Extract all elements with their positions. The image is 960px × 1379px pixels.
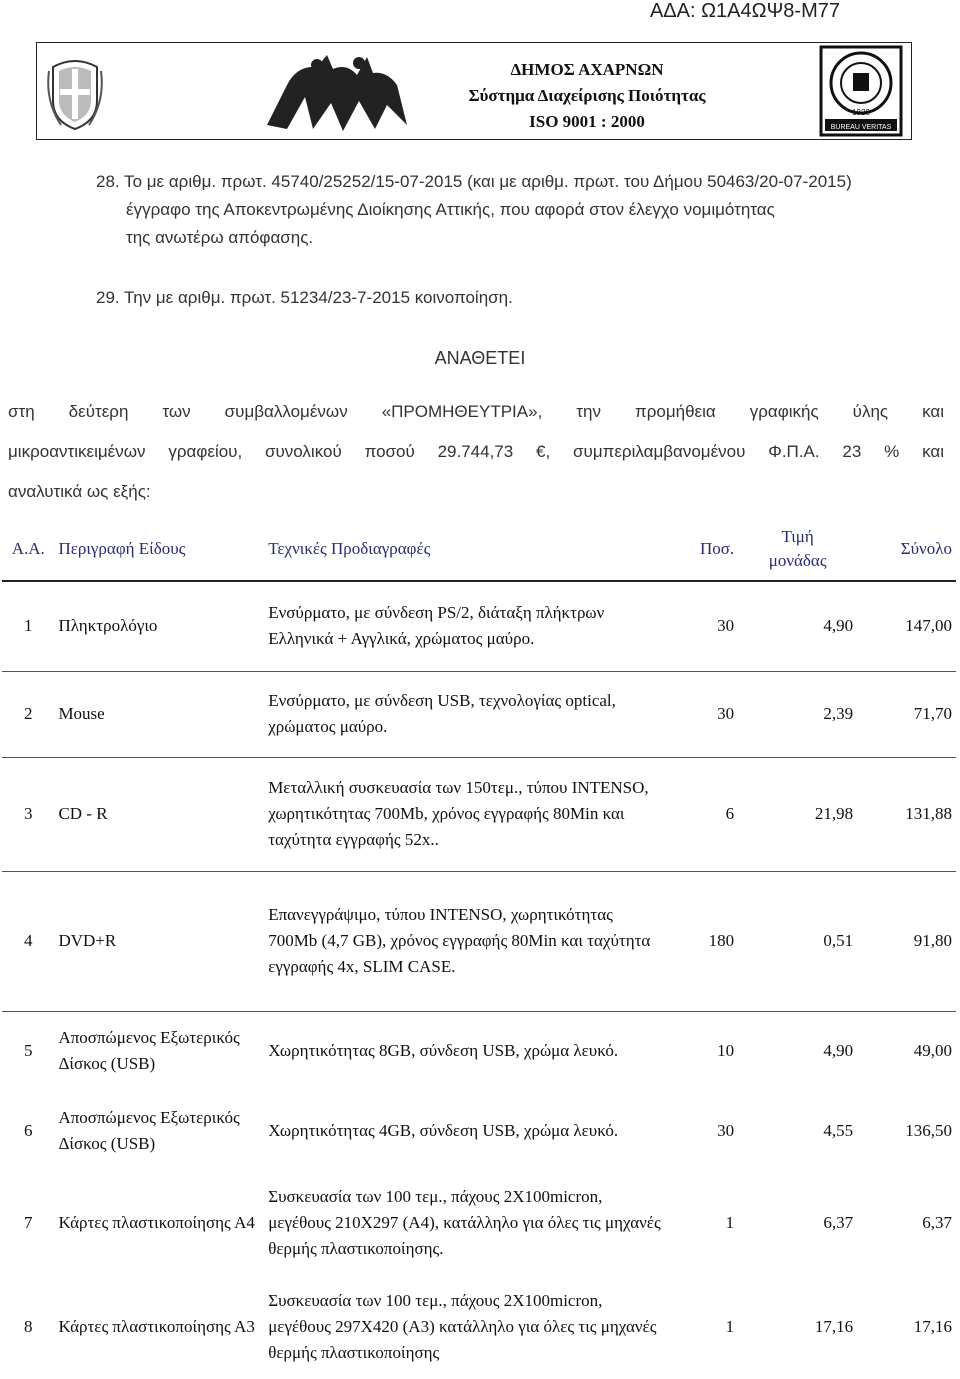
row-aa: 2 <box>2 671 54 757</box>
row-aa: 8 <box>23 1317 33 1336</box>
paragraph-28-line-2: έγγραφο της Αποκεντρωμένης Διοίκησης Αττικής, που αφορά στον έλεγχο νομιμότητας <box>126 200 775 219</box>
row-specs: Συσκευασία των 100 τεμ., πάχους 2Χ100micron, μεγέθους 210Χ297 (Α4), κατάλληλο για όλες τις μηχανές θερμής πλαστικοποίησης. <box>268 1187 661 1258</box>
paragraph-28-line-1: 28. Το με αριθμ. πρωτ. 45740/25252/15-07-2015 (και με αριθμ. πρωτ. του Δήμου 50463/20-07-2015) <box>96 172 852 191</box>
row-aa: 5 <box>2 1011 54 1091</box>
row-total: 71,70 <box>857 671 956 757</box>
paragraph-28 <box>96 168 946 252</box>
row-description: Mouse <box>54 671 264 757</box>
document-code: ΑΔΑ: Ω1Α4ΩΨ8-Μ77 <box>649 0 840 22</box>
intro-line-3: αναλυτικά ως εξής: <box>8 482 151 501</box>
paragraph-28-line-3: της ανωτέρω απόφασης. <box>126 228 314 247</box>
row-specs: Ενσύρματο, με σύνδεση USB, τεχνολογίας optical, χρώματος μαύρο. <box>264 671 665 757</box>
row-qty: 1 <box>725 1213 735 1232</box>
row-description: CD - R <box>54 757 264 871</box>
row-aa: 1 <box>2 581 54 671</box>
organization-block <box>427 57 747 135</box>
decision-title: ΑΝΑΘΕΤΕΙ <box>434 348 526 368</box>
row-specs: Χωρητικότητας 8GB, σύνδεση USB, χρώμα λευκό. <box>264 1011 665 1091</box>
row-aa: 4 <box>2 871 54 1011</box>
cert-year: 1828 <box>852 108 870 117</box>
table-row <box>2 581 956 671</box>
intro-line-1: στη δεύτερη των συμβαλλομένων «ΠΡΟΜΗΘΕΥΤΡΙΑ», την προμήθεια γραφικής ύλης και <box>8 402 944 421</box>
header-unit-price <box>738 518 857 581</box>
row-qty: 30 <box>717 1121 735 1140</box>
header-description: Περιγραφή Είδους <box>54 518 264 581</box>
row-qty: 30 <box>666 671 739 757</box>
header-qty: Ποσ. <box>666 518 739 581</box>
row-qty: 1 <box>725 1317 735 1336</box>
row-description: DVD+R <box>54 871 264 1011</box>
row-description: Αποσπώμενος Εξωτερικός Δίσκος (USB) <box>58 1108 240 1153</box>
row-total: 91,80 <box>857 871 956 1011</box>
row-aa: 6 <box>23 1121 33 1140</box>
table-row <box>2 1275 956 1379</box>
table-row <box>2 757 956 871</box>
row-total: 17,16 <box>913 1317 952 1336</box>
document-header <box>36 42 912 140</box>
intro-line-2: μικροαντικειμένων γραφείου, συνολικού ποσού 29.744,73 €, συμπεριλαμβανομένου Φ.Π.Α. 23 % και <box>8 442 944 461</box>
row-unit-price: 17,16 <box>814 1317 854 1336</box>
row-aa: 7 <box>23 1213 33 1232</box>
row-specs: Μεταλλική συσκευασία των 150τεμ., τύπου INTENSO, χωρητικότητας 700Mb, χρόνος εγγραφής 80Min και ταχύτητα εγγραφής 52x.. <box>264 757 665 871</box>
table-row <box>2 871 956 1011</box>
row-aa: 3 <box>2 757 54 871</box>
bureau-veritas-logo-icon <box>815 45 907 137</box>
table-row <box>2 671 956 757</box>
row-description: Αποσπώμενος Εξωτερικός Δίσκος (USB) <box>54 1011 264 1091</box>
row-specs: Συσκευασία των 100 τεμ., πάχους 2Χ100micron, μεγέθους 297Χ420 (Α3) κατάλληλο για όλες τις μηχανές θερμής πλαστικοποίησης <box>268 1291 657 1362</box>
table-row <box>2 1171 956 1275</box>
intro-paragraph <box>8 392 944 512</box>
header-aa: Α.Α. <box>2 518 54 581</box>
header-specs: Τεχνικές Προδιαγραφές <box>264 518 665 581</box>
horses-sculpture-logo-icon <box>247 45 427 135</box>
row-description: Πληκτρολόγιο <box>54 581 264 671</box>
greek-coat-of-arms-icon <box>45 51 105 131</box>
row-unit-price: 4,90 <box>738 1011 857 1091</box>
header-unit-price-line-2: μονάδας <box>768 551 827 570</box>
row-description: Κάρτες πλαστικοποίησης Α3 <box>58 1317 255 1336</box>
iso-standard: ISO 9001 : 2000 <box>529 112 645 131</box>
table-header-row <box>2 518 956 581</box>
row-qty: 10 <box>666 1011 739 1091</box>
quality-system-name: Σύστημα Διαχείρισης Ποιότητας <box>468 86 706 105</box>
header-unit-price-line-1: Τιμή <box>781 527 814 546</box>
row-qty: 6 <box>666 757 739 871</box>
row-unit-price: 4,55 <box>823 1121 854 1140</box>
row-qty: 180 <box>666 871 739 1011</box>
table-row <box>2 1011 956 1091</box>
row-unit-price: 2,39 <box>738 671 857 757</box>
row-qty: 30 <box>666 581 739 671</box>
row-specs: Χωρητικότητας 4GB, σύνδεση USB, χρώμα λευκό. <box>268 1121 619 1140</box>
row-unit-price: 21,98 <box>738 757 857 871</box>
row-total: 147,00 <box>857 581 956 671</box>
paragraph-29: 29. Την με αριθμ. πρωτ. 51234/23-7-2015 κοινοποίηση. <box>96 288 513 307</box>
items-table <box>2 518 956 1379</box>
table-row <box>2 1091 956 1171</box>
row-description: Κάρτες πλαστικοποίησης Α4 <box>58 1213 255 1232</box>
row-total: 131,88 <box>857 757 956 871</box>
row-specs: Ενσύρματο, με σύνδεση PS/2, διάταξη πλήκτρων Ελληνικά + Αγγλικά, χρώματος μαύρο. <box>264 581 665 671</box>
cert-logo-text: BUREAU VERITAS <box>830 124 892 131</box>
row-unit-price: 6,37 <box>823 1213 854 1232</box>
header-total: Σύνολο <box>857 518 956 581</box>
row-total: 136,50 <box>905 1121 952 1140</box>
row-unit-price: 4,90 <box>738 581 857 671</box>
row-unit-price: 0,51 <box>738 871 857 1011</box>
row-total: 49,00 <box>857 1011 956 1091</box>
row-total: 6,37 <box>922 1213 952 1232</box>
row-specs: Επανεγγράψιμο, τύπου INTENSO, χωρητικότητας 700Mb (4,7 GB), χρόνος εγγραφής 80Min και ταχύτητα εγγραφής 4x, SLIM CASE. <box>264 871 665 1011</box>
organization-name: ΔΗΜΟΣ ΑΧΑΡΝΩΝ <box>510 60 664 79</box>
